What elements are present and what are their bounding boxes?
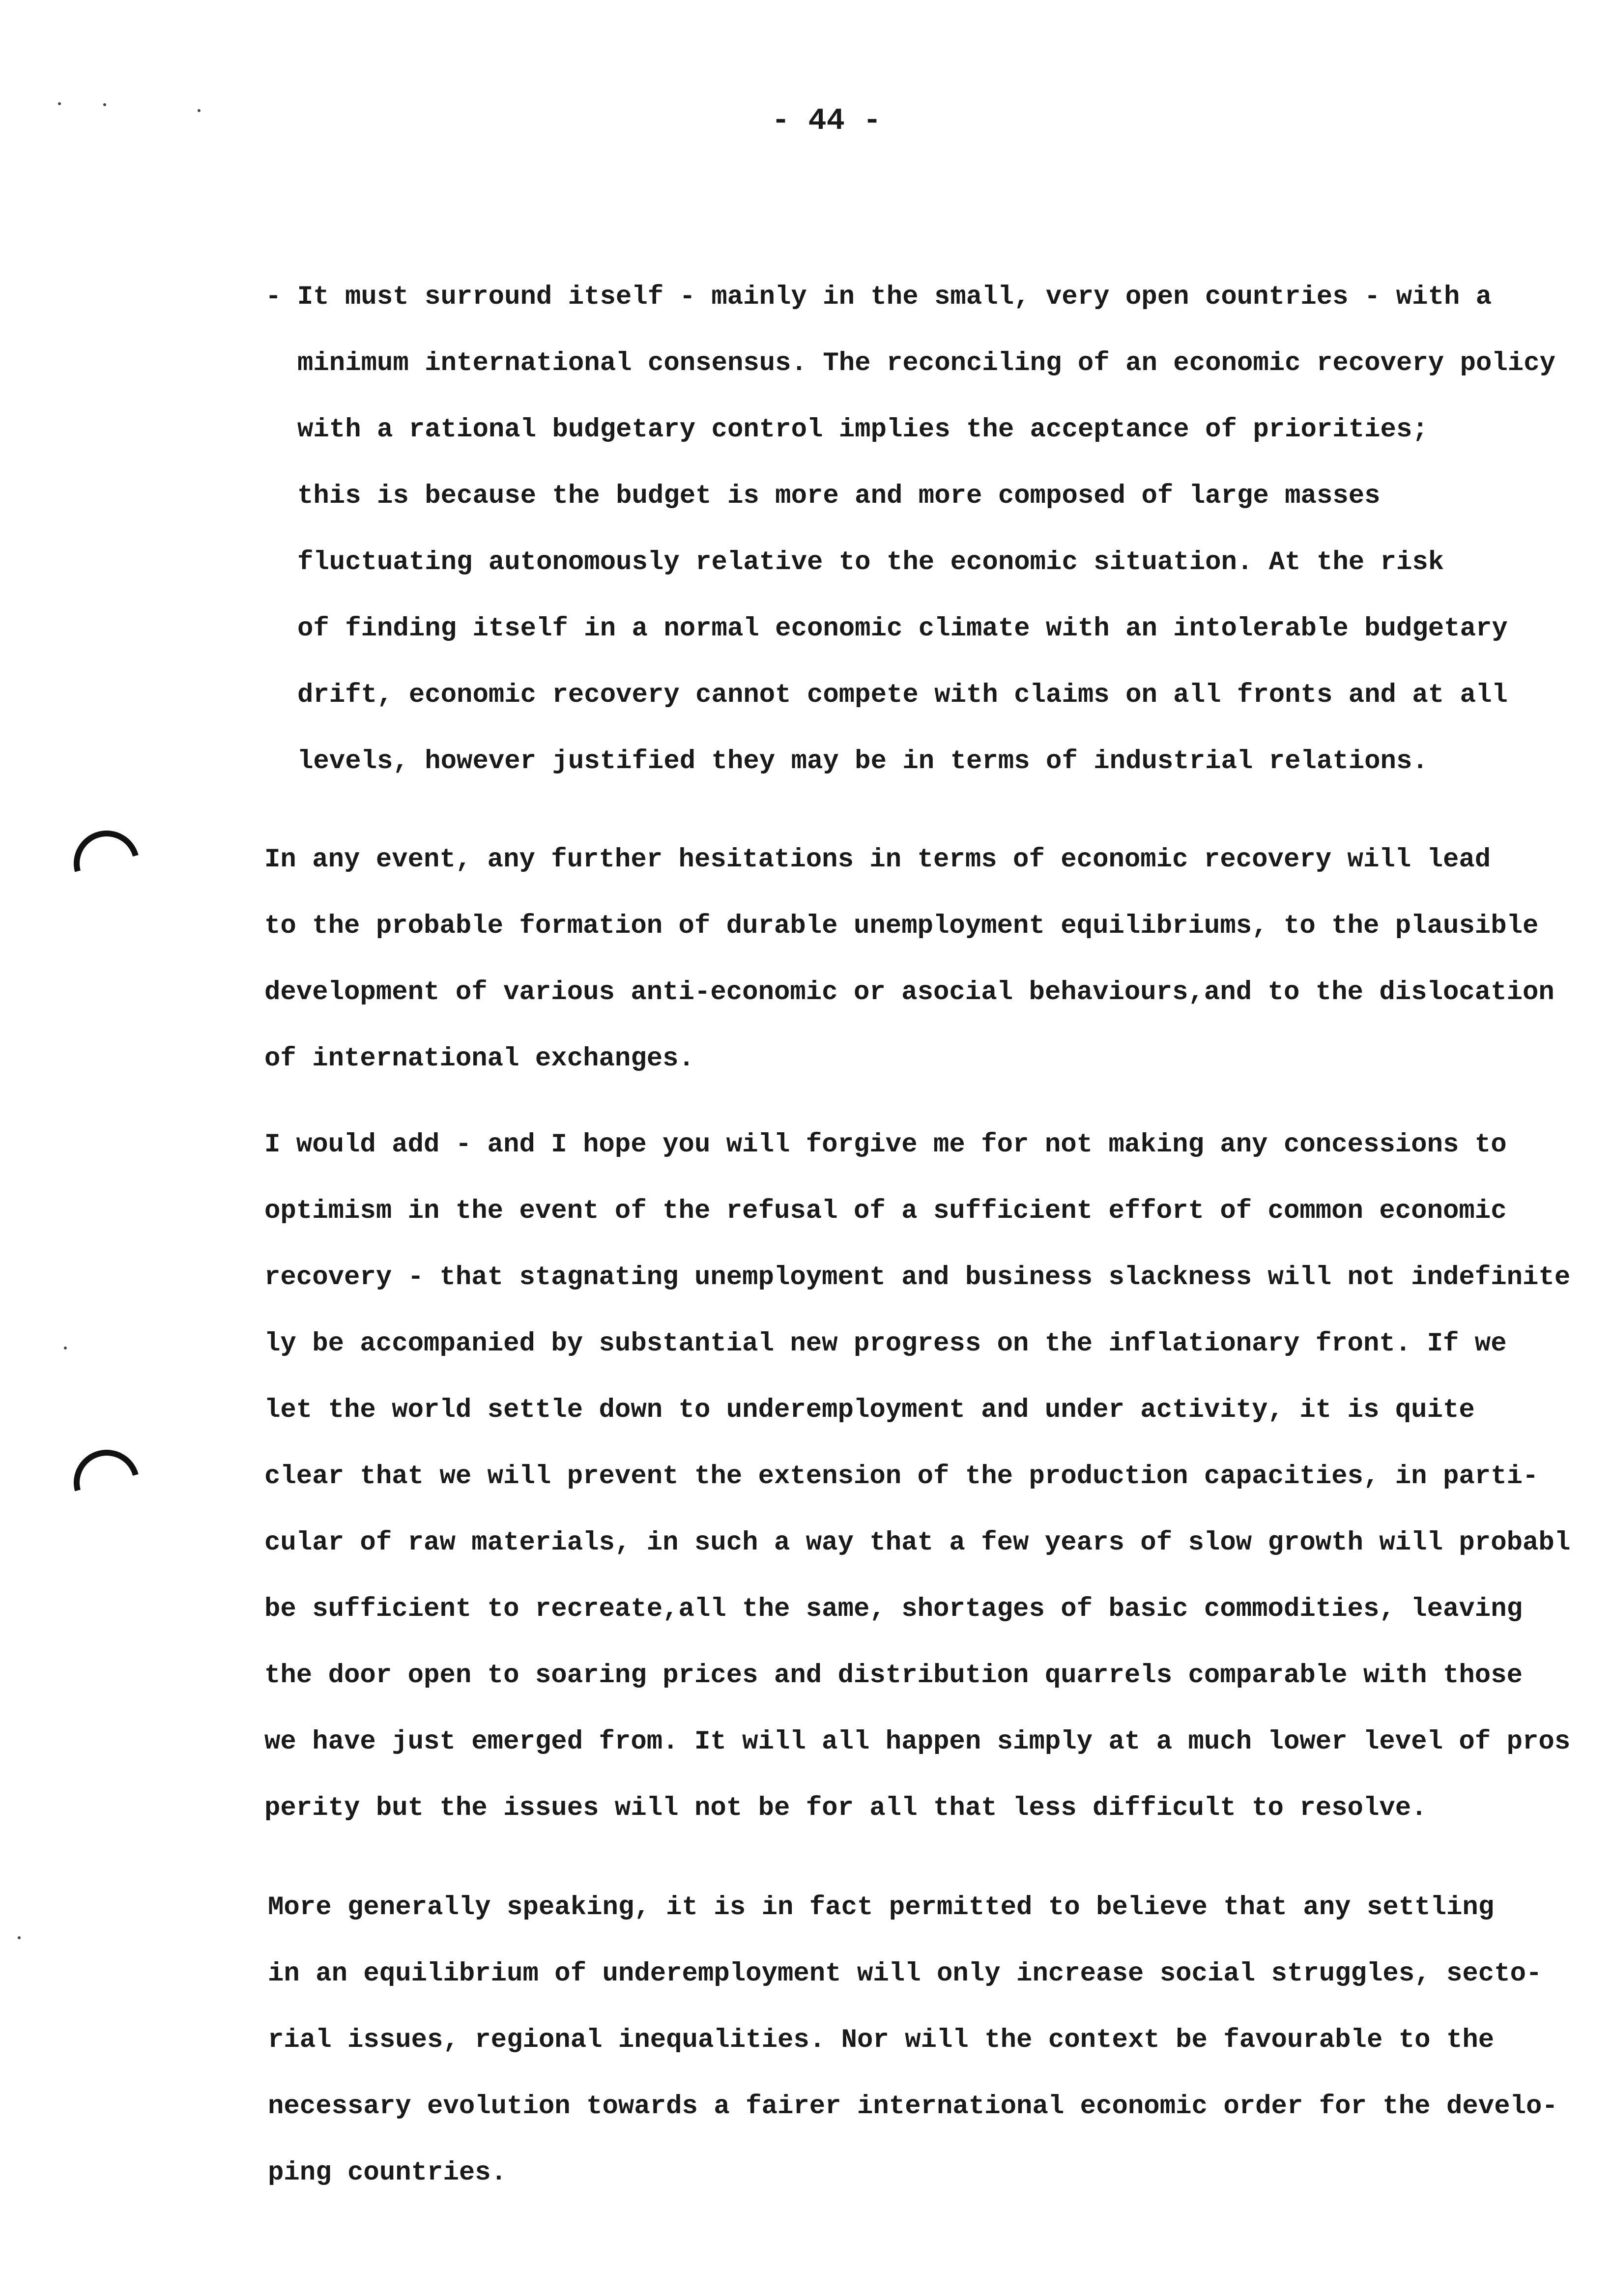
- scan-speck: [198, 109, 201, 112]
- text-line: recovery - that stagnating unemployment and business slackness will not indefinite: [264, 1263, 1571, 1292]
- text-line: minimum international consensus. The reconciling of an economic recovery policy: [297, 348, 1556, 378]
- text-line: with a rational budgetary control implies the acceptance of priorities;: [297, 415, 1428, 445]
- page-number: - 44 -: [772, 103, 882, 138]
- text-line: In any event, any further hesitations in terms of economic recovery will lead: [264, 845, 1491, 875]
- text-line: ping countries.: [268, 2158, 507, 2188]
- text-line: we have just emerged from. It will all happen simply at a much lower level of pros: [264, 1727, 1571, 1757]
- binder-hole-mark-top: [61, 818, 151, 908]
- text-line: of finding itself in a normal economic climate with an intolerable budgetary: [297, 614, 1508, 644]
- text-line: perity but the issues will not be for all that less difficult to resolve.: [264, 1793, 1427, 1823]
- text-line: levels, however justified they may be in terms of industrial relations.: [297, 746, 1428, 776]
- text-line: development of various anti-economic or asocial behaviours,and to the dislocation: [264, 977, 1554, 1007]
- text-line: be sufficient to recreate,all the same, shortages of basic commodities, leaving: [264, 1594, 1523, 1624]
- text-line: optimism in the event of the refusal of a sufficient effort of common economic: [264, 1196, 1507, 1226]
- text-line: this is because the budget is more and more composed of large masses: [297, 481, 1381, 511]
- text-line: clear that we will prevent the extension of the production capacities, in parti-: [264, 1462, 1539, 1492]
- text-line: ly be accompanied by substantial new progress on the inflationary front. If we: [264, 1329, 1507, 1359]
- text-line: to the probable formation of durable unemployment equilibriums, to the plausible: [264, 911, 1539, 941]
- text-line: drift, economic recovery cannot compete with claims on all fronts and at all: [297, 680, 1508, 710]
- scan-speck: [18, 1936, 21, 1939]
- text-line: More generally speaking, it is in fact permitted to believe that any settling: [268, 1893, 1495, 1923]
- text-line: the door open to soaring prices and distribution quarrels comparable with those: [264, 1661, 1523, 1691]
- text-line: I would add - and I hope you will forgive me for not making any concessions to: [264, 1130, 1507, 1160]
- scan-speck: [64, 1347, 67, 1349]
- scan-speck: [58, 102, 61, 105]
- text-line: cular of raw materials, in such a way that a few years of slow growth will probabl: [264, 1528, 1571, 1558]
- binder-hole-mark-bottom: [61, 1437, 151, 1527]
- text-line: rial issues, regional inequalities. Nor will the context be favourable to the: [268, 2025, 1495, 2055]
- scan-speck: [103, 103, 106, 106]
- text-line: in an equilibrium of underemployment will only increase social struggles, secto-: [268, 1959, 1542, 1989]
- text-line: fluctuating autonomously relative to the economic situation. At the risk: [297, 547, 1444, 577]
- text-line: - It must surround itself - mainly in the small, very open countries - with a: [265, 282, 1492, 312]
- text-line: of international exchanges.: [264, 1044, 694, 1074]
- text-line: let the world settle down to underemployment and under activity, it is quite: [264, 1395, 1475, 1425]
- text-line: necessary evolution towards a fairer international economic order for the develo-: [268, 2092, 1558, 2122]
